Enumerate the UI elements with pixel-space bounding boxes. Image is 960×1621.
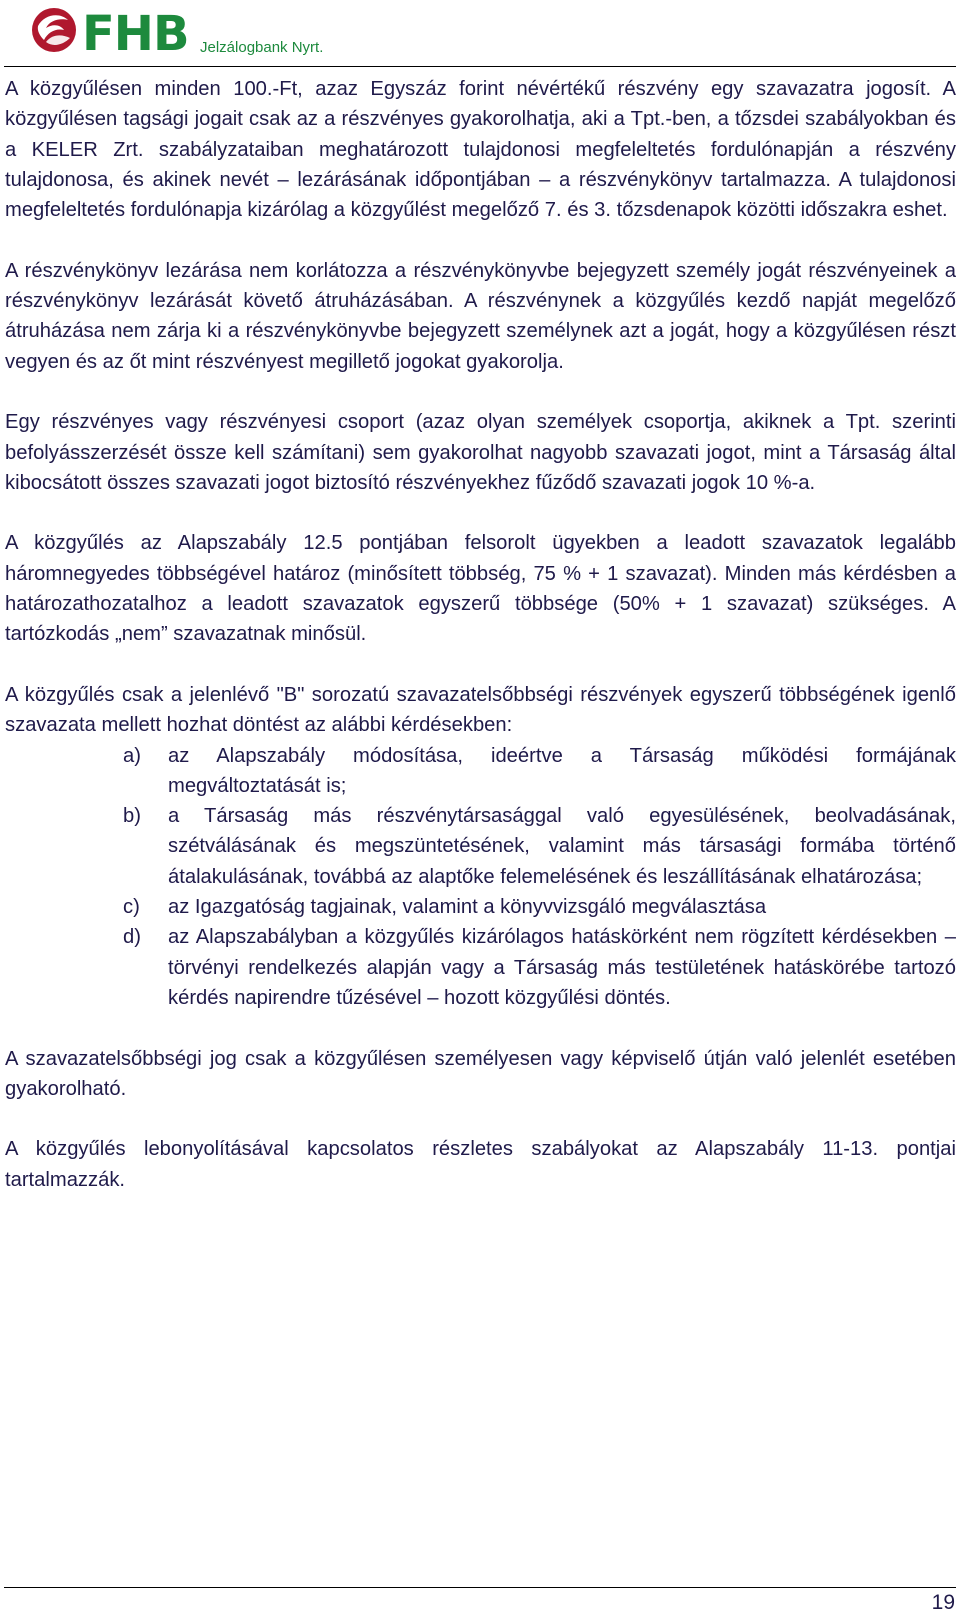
list-marker: c) [123, 896, 140, 919]
fhb-logo [30, 4, 340, 58]
list-item [5, 892, 956, 922]
footer-divider [4, 1587, 956, 1588]
paragraph-detailed-rules: A közgyűlés lebonyolításával kapcsolatos részletes szabályokat az Alapszabály 11-13. pontjai tartalmazzák. [5, 1138, 956, 1191]
list-item-text: az Alapszabályban a közgyűlés kizárólagos hatáskörként nem rögzített kérdésekben – törvényi rendelkezés alapján vagy a Társaság más testületének hatáskörébe tartozó kérdés napirendre tűzésével – hozott közgyűlési döntés. [168, 926, 956, 1009]
logo-subtitle: Jelzálogbank Nyrt. [200, 39, 324, 56]
list-item-text: az Alapszabály módosítása, ideértve a Társaság működési formájának megváltoztatását is; [168, 744, 956, 797]
document-body [5, 74, 956, 1225]
paragraph-share-register: A részvénykönyv lezárása nem korlátozza a részvénykönyvbe bejegyzett személy jogát részvényeinek a részvénykönyv lezárását követő átruházásában. A részvénynek a közgyűlés kezdő napját megelőző átruházása nem zárja ki a részvénykönyvbe bejegyzett személynek azt a jogát, hogy a közgyűlésen részt vegyen és az őt mint részvényest megillető jogokat gyakorolja. [5, 259, 956, 373]
list-item [5, 922, 956, 1013]
list-item-text: a Társaság más részvénytársasággal való egyesülésének, beolvadásának, szétválásának és megszüntetésének, valamint más társasági formába történő átalakulásának, továbbá az alaptőke felemelésének és leszállításának elhatározása; [168, 805, 956, 888]
paragraph-preference-exercise: A szavazatelsőbbségi jog csak a közgyűlésen személyesen vagy képviselő útján való jelenlét esetében gyakorolható. [5, 1047, 956, 1100]
fhb-emblem-icon [32, 8, 76, 52]
paragraph-preference-shares: A közgyűlés csak a jelenlévő "B" sorozatú szavazatelsőbbségi részvények egyszerű többségének igenlő szavazata mellett hozhat döntést az alábbi kérdésekben: [5, 683, 956, 737]
list-marker: a) [123, 744, 141, 767]
decision-list [5, 741, 956, 1014]
paragraph-voting-cap: Egy részvényes vagy részvényesi csoport (azaz olyan személyek csoportja, akiknek a Tpt. szerinti befolyásszerzését össze kell számítani) sem gyakorolhat nagyobb szavazati jogot, mint a Társaság által kibocsátott összes szavazati jogot biztosító részvényekhez fűződő szavazati jogok 10 %-a. [5, 411, 956, 494]
paragraph-majority-rules: A közgyűlés az Alapszabály 12.5 pontjában felsorolt ügyekben a leadott szavazatok legalább háromnegyedes többségével határoz (minősített többség, 75 % + 1 szavazat). Minden más kérdésben a határozathozatalhoz a leadott szavazatok egyszerű többsége (50% + 1 szavazat) szükséges. A tartózkodás „nem” szavazatnak minősül. [5, 532, 956, 646]
paragraph-voting-rights: A közgyűlésen minden 100.-Ft, azaz Egyszáz forint névértékű részvény egy szavazatra jogosít. A közgyűlésen tagsági jogait csak az a részvényes gyakorolhatja, aki a Tpt.-ben, a tőzsdei szabályokban és a KELER Zrt. szabályzataiban meghatározott tulajdonosi megfeleltetés fordulónapján a részvény tulajdonosa, és akinek nevét – lezárásának időpontjában – a részvénykönyv tartalmazza. A tulajdonosi megfeleltetés fordulónapja kizárólag a közgyűlést megelőző 7. és 3. tőzsdenapok közötti időszakra eshet. [5, 78, 956, 222]
list-item-text: az Igazgatóság tagjainak, valamint a könyvvizsgáló megválasztása [168, 896, 767, 919]
list-item [5, 741, 956, 802]
list-item [5, 801, 956, 892]
list-marker: d) [123, 926, 141, 949]
page-number: 19 [931, 1591, 955, 1614]
list-marker: b) [123, 805, 141, 828]
logo-text: FHB [82, 6, 189, 58]
header-divider [4, 66, 956, 67]
page-header [30, 4, 340, 58]
